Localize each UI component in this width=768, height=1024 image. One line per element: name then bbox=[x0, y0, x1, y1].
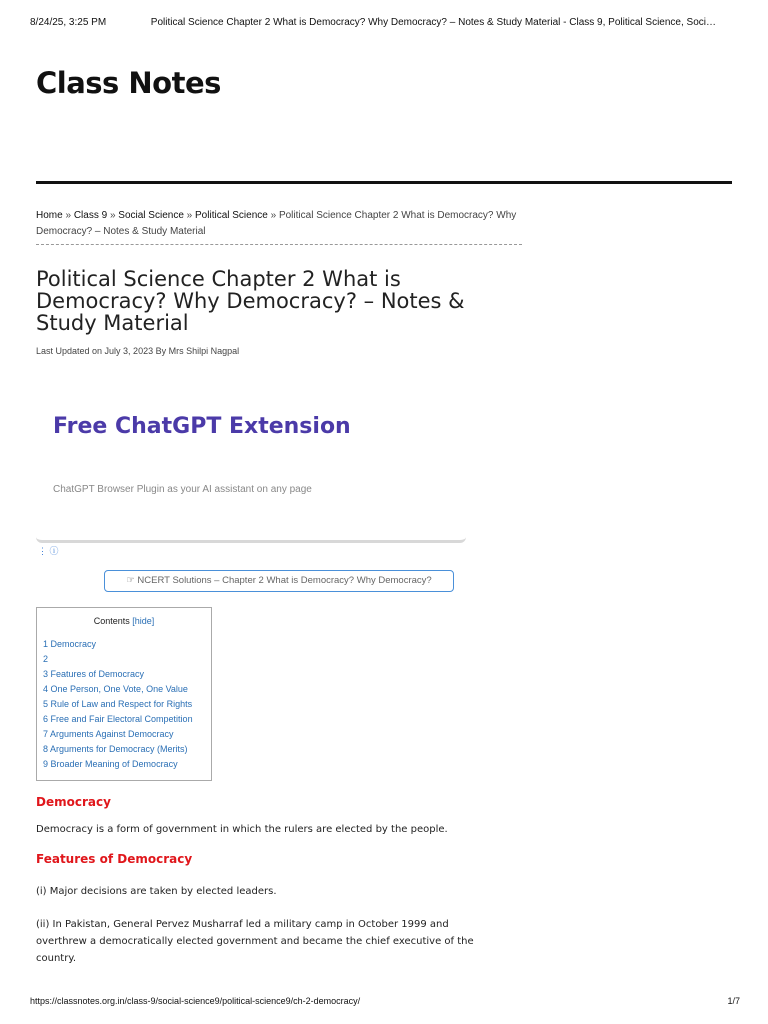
toc-item[interactable]: 4 One Person, One Vote, One Value bbox=[43, 684, 188, 694]
ad-info-icon[interactable]: ⋮ ⓘ bbox=[38, 546, 59, 556]
paragraph-feature-1: (i) Major decisions are taken by elected leaders. bbox=[36, 886, 277, 897]
toc-item[interactable]: 3 Features of Democracy bbox=[43, 669, 145, 679]
toc-item[interactable]: 1 Democracy bbox=[43, 639, 97, 649]
toc-item[interactable]: 8 Arguments for Democracy (Merits) bbox=[43, 744, 188, 754]
breadcrumb-current: Political Science Chapter 2 What is Democracy? Why Democracy? – Notes & Study Material bbox=[36, 210, 517, 237]
toc-hide-toggle[interactable]: [hide] bbox=[132, 616, 155, 626]
toc-list bbox=[43, 637, 211, 772]
breadcrumb-home[interactable]: Home bbox=[36, 210, 63, 221]
paragraph-feature-2: (ii) In Pakistan, General Pervez Musharraf led a military camp in October 1999 and overthrew a democratically elected government and became the chief executive of the country. bbox=[36, 919, 474, 964]
toc-item[interactable]: 9 Broader Meaning of Democracy bbox=[43, 759, 178, 769]
print-datetime: 8/24/25, 3:25 PM bbox=[30, 17, 107, 28]
breadcrumb-separator: » bbox=[270, 210, 277, 221]
breadcrumb bbox=[36, 208, 526, 240]
breadcrumb-divider bbox=[36, 244, 522, 245]
breadcrumb-class[interactable]: Class 9 bbox=[73, 210, 108, 221]
toc-heading: Contents bbox=[93, 616, 130, 626]
breadcrumb-separator: » bbox=[65, 210, 72, 221]
section-heading-democracy: Democracy bbox=[36, 795, 111, 809]
breadcrumb-topic[interactable]: Political Science bbox=[195, 210, 268, 221]
breadcrumb-separator: » bbox=[109, 210, 116, 221]
toc-item[interactable]: 2 bbox=[43, 654, 49, 664]
print-footer bbox=[30, 996, 740, 1006]
ncert-solutions-link[interactable]: ☞ NCERT Solutions – Chapter 2 What is Democracy? Why Democracy? bbox=[104, 570, 454, 592]
print-page-number: 1/7 bbox=[727, 996, 740, 1006]
toc-item[interactable]: 7 Arguments Against Democracy bbox=[43, 729, 174, 739]
ad-title[interactable]: Free ChatGPT Extension bbox=[53, 414, 351, 439]
page-title: Political Science Chapter 2 What is Democracy? Why Democracy? – Notes & Study Material bbox=[36, 267, 465, 335]
post-meta: Last Updated on July 3, 2023 By Mrs Shilpi Nagpal bbox=[36, 346, 240, 356]
paragraph-democracy-definition: Democracy is a form of government in which the rulers are elected by the people. bbox=[36, 824, 448, 835]
toc-item[interactable]: 5 Rule of Law and Respect for Rights bbox=[43, 699, 193, 709]
breadcrumb-subject[interactable]: Social Science bbox=[118, 210, 184, 221]
breadcrumb-separator: » bbox=[186, 210, 193, 221]
print-header bbox=[30, 17, 740, 28]
section-heading-features: Features of Democracy bbox=[36, 852, 193, 866]
toc-header bbox=[37, 616, 211, 626]
ad-subtitle: ChatGPT Browser Plugin as your AI assistant on any page bbox=[53, 484, 312, 495]
ad-banner[interactable] bbox=[36, 390, 466, 543]
print-page-title: Political Science Chapter 2 What is Democracy? Why Democracy? – Notes & Study Material - Class 9, Political Science, Soci… bbox=[150, 17, 716, 28]
print-url: https://classnotes.org.in/class-9/social-science9/political-science9/ch-2-democracy/ bbox=[30, 996, 361, 1006]
toc-item[interactable]: 6 Free and Fair Electoral Competition bbox=[43, 714, 193, 724]
header-divider bbox=[36, 181, 732, 184]
site-title[interactable]: Class Notes bbox=[36, 66, 221, 100]
table-of-contents bbox=[36, 607, 212, 781]
